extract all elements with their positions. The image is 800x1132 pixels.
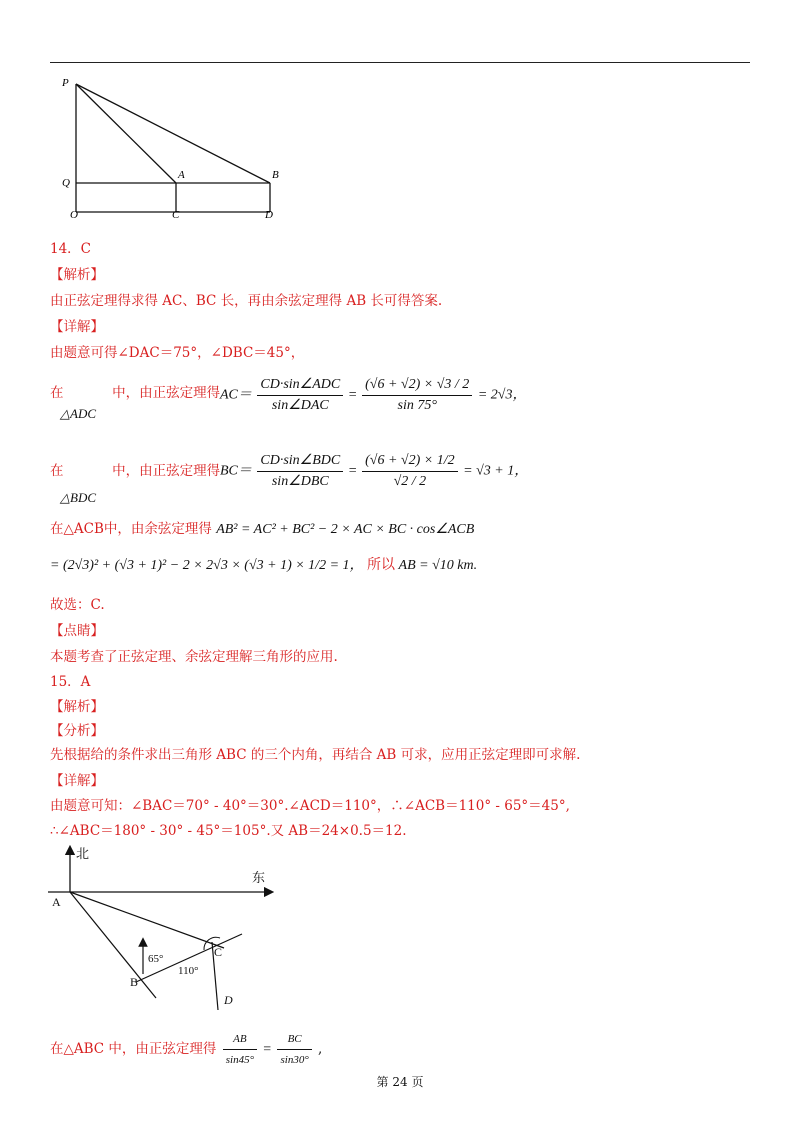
label-d2: D [224, 993, 233, 1007]
figure-pqabcd [60, 72, 290, 222]
word-mid: 中，由正弦定理得 [112, 385, 221, 401]
ac-equation: AC＝ $\frac{\text{CD·sin∠ADC}}{\text{sin∠DAC}}$ = $\frac{(√6 + √2) \times √3 / 2}{\sin 75^\circ}$ = 2√3， [220, 377, 527, 413]
q15-line1: 由题意可知：∠BAC＝70° - 40°＝30°.∠ACD＝110°，∴∠ACB＝110° - 65°＝45°, [50, 798, 570, 814]
q15-law-line: 在△ABC 中，由正弦定理得 $\frac{AB}{\sin 45^\circ}$ = $\frac{BC}{\sin 30^\circ}$ , [50, 1030, 322, 1069]
label-b: B [272, 169, 279, 181]
label-65: 65° [148, 953, 164, 965]
q15-analysis-tag: 【解析】 [50, 699, 104, 715]
tri-bdc: △BDC [60, 490, 96, 505]
q14-detail-line1: 由题意可得∠DAC＝75°，∠DBC＝45°， [50, 345, 305, 361]
q15-analysis-text: 先根据给的条件求出三角形 ABC 的三个内角，再结合 AB 可求，应用正弦定理即可求解. [50, 747, 581, 763]
label-b2: B [130, 975, 139, 989]
q15-detail-tag: 【详解】 [50, 773, 104, 789]
label-a2: A [52, 895, 61, 909]
q15-number: 15．A [50, 674, 91, 690]
label-north: 北 [76, 846, 90, 861]
label-110: 110° [178, 965, 199, 977]
q15-line2: ∴∠ABC＝180° - 30° - 45°＝105°.又 AB＝24×0.5＝12. [50, 823, 407, 839]
q14-comment-text: 本题考查了正弦定理、余弦定理解三角形的应用. [50, 649, 338, 665]
q14-comment-tag: 【点睛】 [50, 623, 104, 639]
label-a: A [178, 169, 185, 181]
page-number: 第 24 页 [376, 1075, 424, 1089]
q14-choice: 故选：C. [50, 597, 105, 613]
label-east: 东 [252, 870, 266, 885]
label-q: Q [62, 177, 70, 189]
q14-analysis-text: 由正弦定理得求得 AC、BC 长，再由余弦定理得 AB 长可得答案. [50, 293, 443, 309]
figure-navigation [44, 842, 284, 1017]
q14-number: 14．C [50, 241, 92, 257]
header-rule [50, 62, 750, 63]
label-p: P [62, 77, 69, 89]
q14-analysis-tag: 【解析】 [50, 267, 104, 283]
label-c2: C [214, 945, 223, 959]
q14-bc-prefix: 在 中，由正弦定理得 [50, 463, 221, 479]
q14-cos-line: 在△ACB中，由余弦定理得 AB² = AC² + BC² − 2 × AC × BC · cos∠ACB [50, 521, 475, 537]
label-c: C [172, 209, 180, 221]
bc-equation: BC＝ $\frac{\text{CD·sin∠BDC}}{\text{sin∠DBC}}$ = $\frac{(√6 + √2) \times 1/2}{√2 / 2}$ = √3 + 1， [220, 453, 529, 489]
label-o: O [70, 209, 78, 221]
label-d: D [265, 209, 273, 221]
q14-calc-line: = (2√3)² + (√3 + 1)² − 2 × 2√3 × (√3 + 1) × 1/2 = 1， 所以 AB = √10 km. [50, 557, 478, 573]
word-in: 在 [50, 385, 64, 401]
q14-ac-prefix [50, 384, 220, 402]
tri-adc: △ADC [60, 406, 96, 421]
q15-analysis-tag2: 【分析】 [50, 723, 104, 739]
q14-detail-tag: 【详解】 [50, 319, 104, 335]
